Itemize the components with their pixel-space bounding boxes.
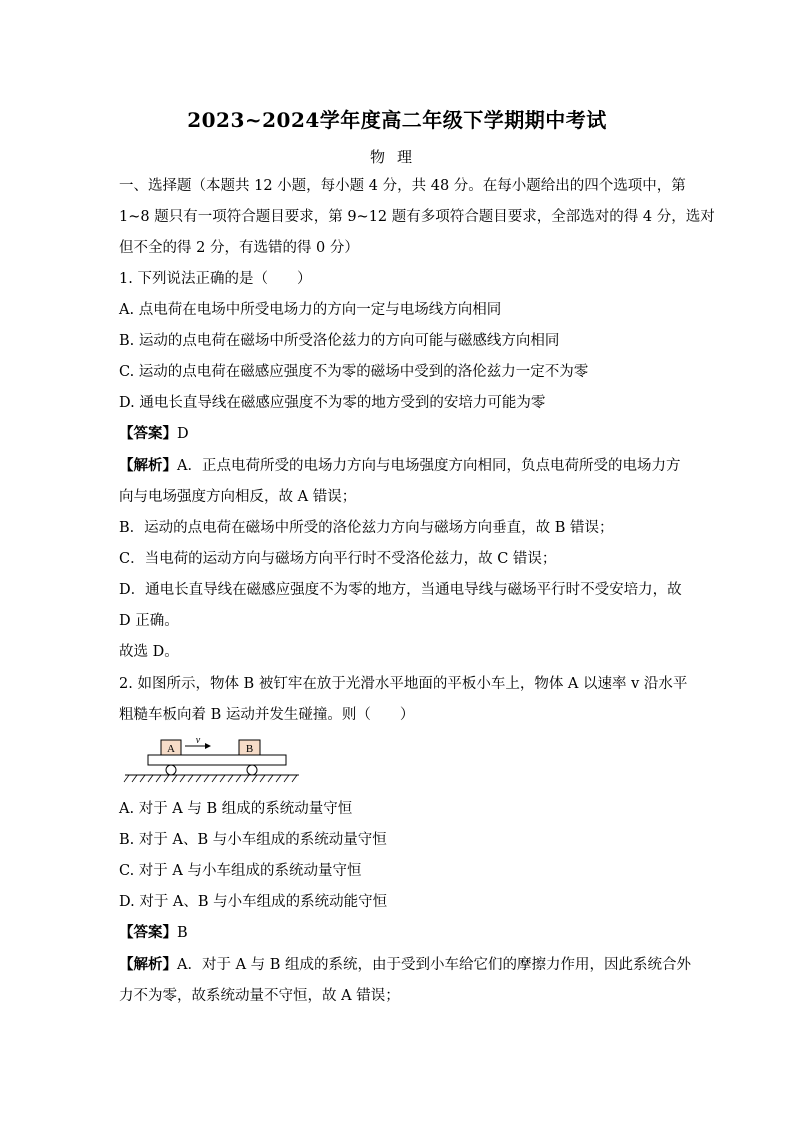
question-2-option-a: A. 对于 A 与 B 组成的系统动量守恒 bbox=[119, 801, 353, 817]
question-2-option-c: C. 对于 A 与小车组成的系统动量守恒 bbox=[119, 863, 362, 879]
question-1-option-b: B. 运动的点电荷在磁场中所受洛伦兹力的方向可能与磁感线方向相同 bbox=[119, 333, 560, 349]
question-2-analysis-line-2: 力不为零，故系统动量不守恒，故 A 错误； bbox=[119, 988, 400, 1004]
question-2-analysis-line-1 bbox=[119, 955, 692, 975]
question-1-analysis-line-5: D．通电长直导线在磁感应强度不为零的地方，当通电导线与磁场平行时不受安培力，故 bbox=[119, 582, 682, 598]
question-1-option-d: D. 通电长直导线在磁感应强度不为零的地方受到的安培力可能为零 bbox=[119, 395, 546, 411]
answer-value: D bbox=[177, 426, 189, 442]
page-title: 2023~2024学年度高二年级下学期期中考试 bbox=[187, 108, 607, 132]
question-2-stem-line-2: 粗糙车板向着 B 运动并发生碰撞。则（ ） bbox=[119, 707, 415, 723]
velocity-label: v bbox=[195, 735, 201, 746]
question-1-analysis-line-1 bbox=[119, 456, 679, 476]
block-a-label: A bbox=[167, 743, 175, 755]
answer-label: 【答案】 bbox=[119, 924, 177, 941]
question-1-analysis-line-3: B．运动的点电荷在磁场中所受的洛伦兹力方向与磁场方向垂直，故 B 错误； bbox=[119, 520, 614, 536]
answer-label: 【答案】 bbox=[119, 425, 177, 442]
block-b-label: B bbox=[245, 743, 254, 755]
question-1-conclusion: 故选 D。 bbox=[119, 644, 179, 660]
question-1-answer bbox=[119, 424, 679, 444]
cart-wheel-left bbox=[166, 765, 176, 775]
cart-wheel-right bbox=[247, 765, 257, 775]
question-1-analysis-line-6: D 正确。 bbox=[119, 613, 179, 629]
section-instructions-line-3: 但不全的得 2 分，有选错的得 0 分） bbox=[119, 240, 359, 256]
question-1-option-a: A. 点电荷在电场中所受电场力的方向一定与电场线方向相同 bbox=[119, 302, 502, 318]
question-2-stem-line-1: 2. 如图所示，物体 B 被钉牢在放于光滑水平地面的平板小车上，物体 A 以速率 v 沿水平 bbox=[119, 676, 688, 692]
question-2-option-b: B. 对于 A、B 与小车组成的系统动量守恒 bbox=[119, 832, 387, 848]
question-1-stem: 1. 下列说法正确的是（ ） bbox=[119, 271, 312, 287]
question-1-option-c: C. 运动的点电荷在磁感应强度不为零的磁场中受到的洛伦兹力一定不为零 bbox=[119, 364, 589, 380]
cart-collision-figure bbox=[119, 734, 309, 784]
analysis-label: 【解析】 bbox=[119, 457, 177, 474]
section-instructions-line-2: 1~8 题只有一项符合题目要求，第 9~12 题有多项符合题目要求，全部选对的得 4 分，选对 bbox=[119, 209, 715, 225]
question-1-analysis-line-2: 向与电场强度方向相反，故 A 错误； bbox=[119, 489, 357, 505]
analysis-label: 【解析】 bbox=[119, 956, 177, 973]
question-2-answer bbox=[119, 923, 679, 943]
subject-label: 物理 bbox=[369, 148, 424, 166]
section-instructions-line-1: 一、选择题（本题共 12 小题，每小题 4 分，共 48 分。在每小题给出的四个选项中，第 bbox=[119, 178, 686, 194]
question-1-analysis-line-4: C．当电荷的运动方向与磁场方向平行时不受洛伦兹力，故 C 错误； bbox=[119, 551, 557, 567]
velocity-arrow-head bbox=[205, 743, 211, 749]
analysis-text: A．正点电荷所受的电场力方向与电场强度方向相同，负点电荷所受的电场力方 bbox=[177, 458, 681, 474]
answer-value: B bbox=[177, 925, 188, 941]
analysis-text: A．对于 A 与 B 组成的系统，由于受到小车给它们的摩擦力作用，因此系统合外 bbox=[177, 957, 692, 973]
ground-hatching bbox=[124, 775, 297, 782]
question-2-option-d: D. 对于 A、B 与小车组成的系统动能守恒 bbox=[119, 894, 388, 910]
cart-board bbox=[148, 755, 286, 765]
